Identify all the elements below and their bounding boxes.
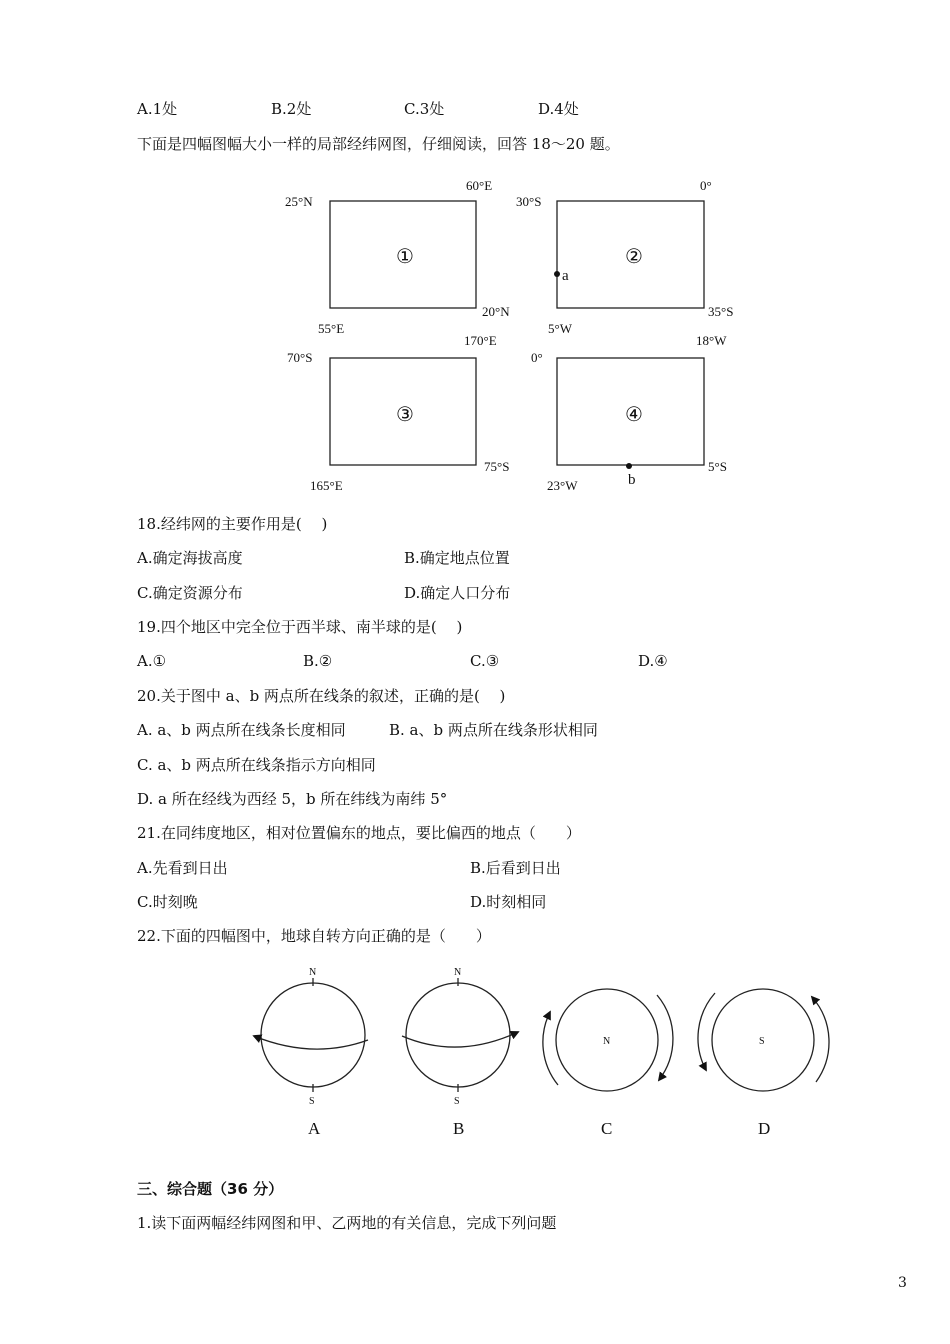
q17-option-b: B.2处 [271, 100, 312, 118]
grid-4-bottom-left: 23°W [547, 478, 578, 493]
grid-4-left-top: 0° [531, 350, 543, 365]
grid-2-label: ② [625, 246, 643, 268]
grid-3-bottom-left: 165°E [310, 478, 343, 493]
grid-1-top-right: 60°E [466, 178, 493, 193]
grid-3-left-top: 70°S [287, 350, 313, 365]
grid-1-bottom-left: 55°E [318, 321, 345, 336]
point-b-marker [626, 463, 632, 469]
q19-option-d: D.④ [638, 652, 668, 670]
q17-option-d: D.4处 [538, 100, 579, 118]
q19-stem: 19.四个地区中完全位于西半球、南半球的是( ) [137, 618, 463, 636]
globe-d-center: S [759, 1036, 765, 1047]
globe-d [698, 989, 829, 1091]
grid-4-top-right: 18°W [696, 333, 727, 348]
grid-2-top-right: 0° [700, 178, 712, 193]
point-a-label: a [562, 268, 569, 284]
q18-stem: 18.经纬网的主要作用是( ) [137, 515, 328, 533]
grid-1-right-bottom: 20°N [482, 304, 510, 319]
globe-a-north: N [309, 967, 317, 978]
globe-c-label: C [601, 1119, 613, 1138]
page-number: 3 [898, 1275, 907, 1291]
q21-option-a: A.先看到日出 [137, 859, 228, 877]
globe-c-center: N [603, 1036, 611, 1047]
q22-stem: 22.下面的四幅图中，地球自转方向正确的是（ ） [137, 927, 491, 945]
globe-c [543, 989, 673, 1091]
intro-18-20: 下面是四幅图幅大小一样的局部经纬网图，仔细阅读，回答 18～20 题。 [137, 135, 620, 153]
globe-a-label: A [308, 1119, 321, 1138]
section-3-title: 三、综合题（36 分） [137, 1180, 284, 1198]
grid-4-right-bottom: 5°S [708, 459, 727, 474]
grid-3-top-right: 170°E [464, 333, 497, 348]
q20-option-c: C. a、b 两点所在线条指示方向相同 [137, 756, 376, 774]
globe-b-label: B [453, 1119, 465, 1138]
point-b-label: b [628, 472, 636, 488]
globe-a [254, 978, 368, 1092]
globe-a-south: S [309, 1096, 315, 1107]
q1-stem: 1.读下面两幅经纬网图和甲、乙两地的有关信息，完成下列问题 [137, 1214, 557, 1232]
grid-4-label: ④ [625, 404, 643, 426]
q19-option-b: B.② [303, 652, 333, 670]
grid-2-bottom-left: 5°W [548, 321, 572, 336]
q21-option-d: D.时刻相同 [470, 893, 547, 911]
q21-stem: 21.在同纬度地区，相对位置偏东的地点，要比偏西的地点（ ） [137, 824, 581, 842]
q18-option-d: D.确定人口分布 [404, 584, 511, 602]
q20-option-a: A. a、b 两点所在线条长度相同 [137, 721, 346, 739]
grid-1-label: ① [396, 246, 414, 268]
q19-option-a: A.① [137, 652, 167, 670]
q21-option-b: B.后看到日出 [470, 859, 561, 877]
q21-option-c: C.时刻晚 [137, 893, 198, 911]
q19-option-c: C.③ [470, 652, 500, 670]
point-a-marker [554, 271, 560, 277]
q20-stem: 20.关于图中 a、b 两点所在线条的叙述，正确的是( ) [137, 687, 506, 705]
q18-option-a: A.确定海拔高度 [137, 549, 243, 567]
grid-1-left-top: 25°N [285, 194, 313, 209]
q20-option-d: D. a 所在经线为西经 5，b 所在纬线为南纬 5° [137, 790, 448, 808]
globe-b-north: N [454, 967, 462, 978]
q18-option-c: C.确定资源分布 [137, 584, 243, 602]
globe-b-south: S [454, 1096, 460, 1107]
q18-option-b: B.确定地点位置 [404, 549, 510, 567]
q20-option-b: B. a、b 两点所在线条形状相同 [389, 721, 598, 739]
q17-option-a: A.1处 [137, 100, 178, 118]
grid-3-label: ③ [396, 404, 414, 426]
grid-2-left-top: 30°S [516, 194, 542, 209]
grid-2-right-bottom: 35°S [708, 304, 734, 319]
globe-b [402, 978, 518, 1092]
globe-d-label: D [758, 1119, 771, 1138]
q17-option-c: C.3处 [404, 100, 445, 118]
lat-lon-grid-figure [0, 0, 950, 500]
grid-3-right-bottom: 75°S [484, 459, 510, 474]
